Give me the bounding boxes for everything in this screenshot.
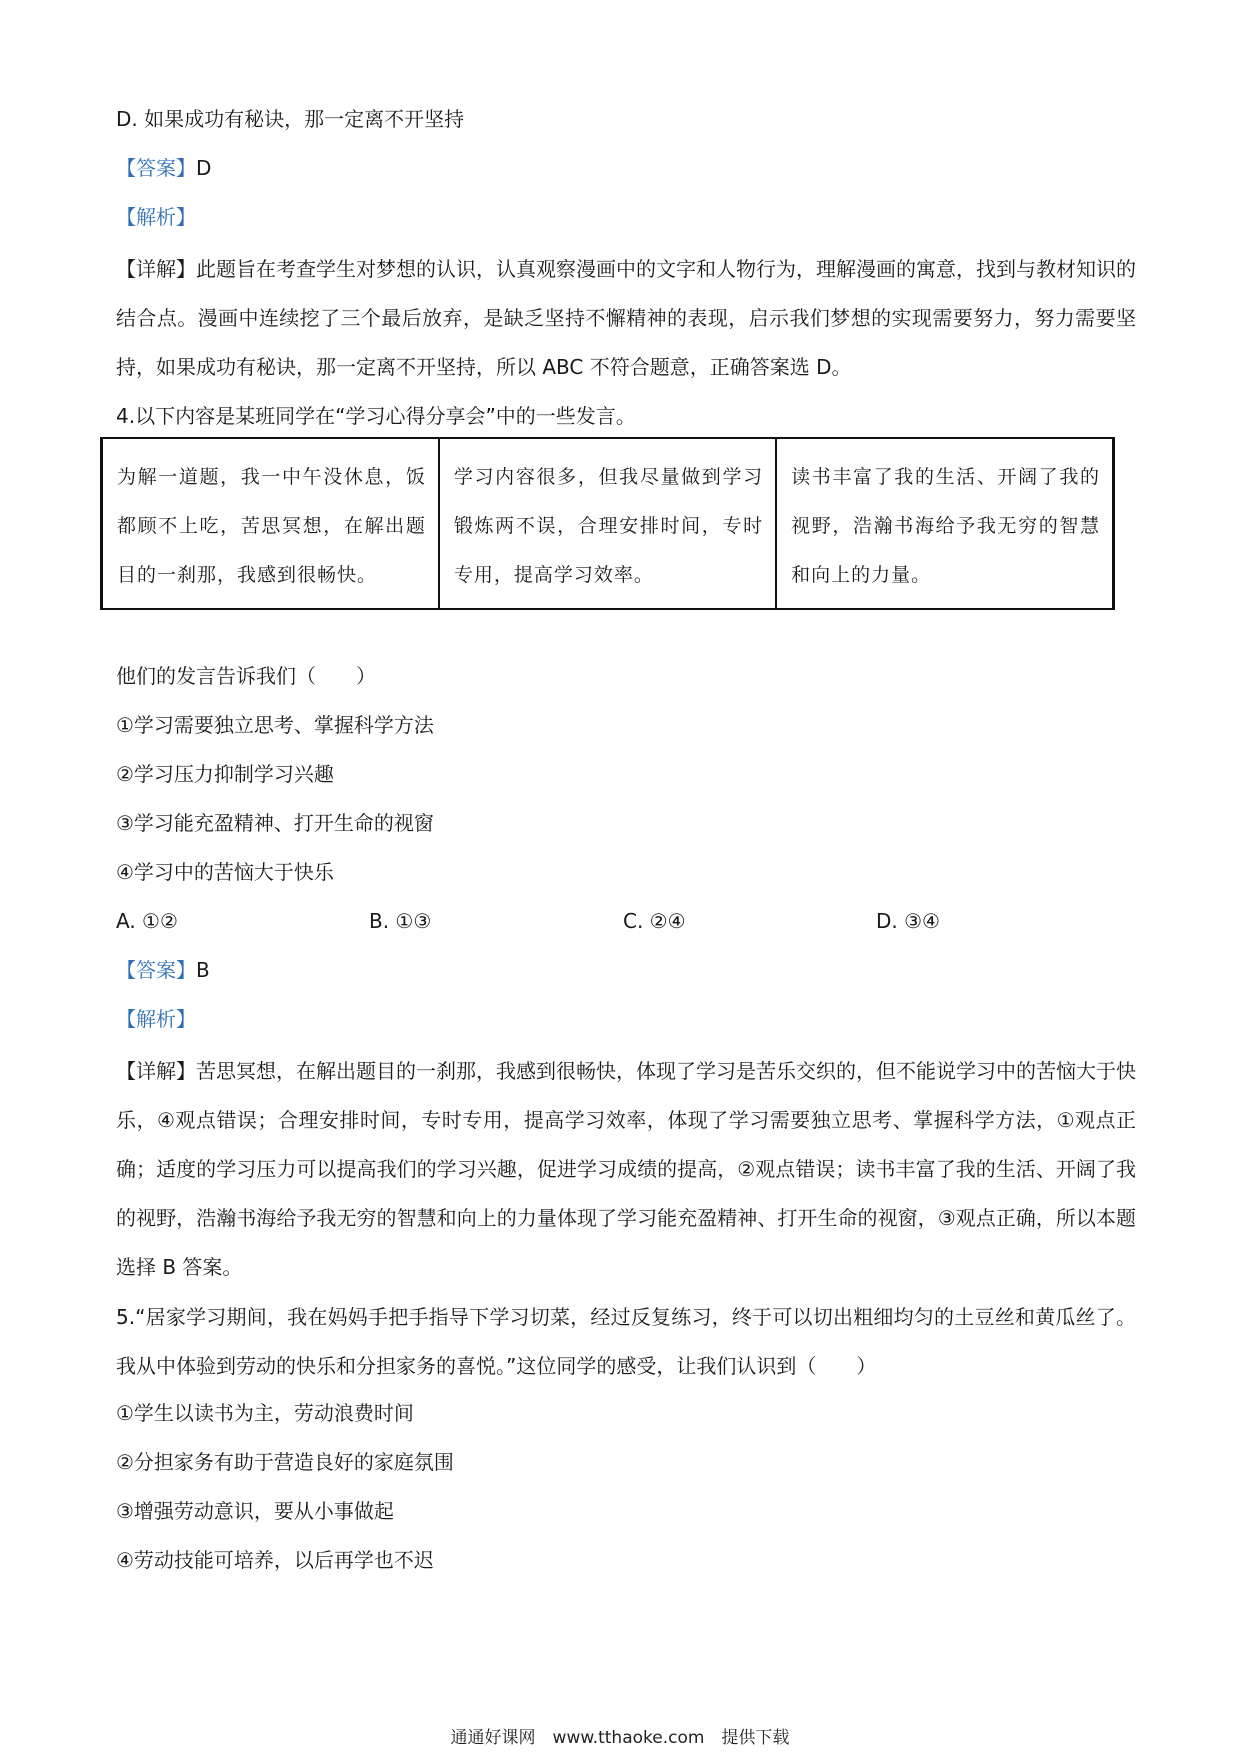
answer-tag: 【答案】: [116, 156, 196, 180]
q5-statement-1: ①学生以读书为主，劳动浪费时间: [116, 1401, 414, 1425]
detail-tag: 【详解】: [116, 1059, 196, 1083]
answer-tag: 【答案】: [116, 958, 196, 982]
quote-cell-3: 读书丰富了我的生活、开阔了我的视野，浩瀚书海给予我无穷的智慧和向上的力量。: [776, 438, 1113, 609]
q3-answer: [116, 153, 1136, 183]
analysis-tag: 【解析】: [116, 205, 196, 229]
q4-analysis-tag: [116, 1004, 1136, 1034]
answer-value: D: [196, 156, 212, 180]
option-a: A. ①②: [116, 909, 178, 933]
q3-detail: [116, 245, 1136, 392]
q4-answer: [116, 955, 1136, 985]
q4-options: [116, 906, 1136, 936]
q4-stem: 4.以下内容是某班同学在“学习心得分享会”中的一些发言。: [116, 404, 636, 428]
q5-statement-4: ④劳动技能可培养，以后再学也不迟: [116, 1548, 434, 1572]
q5-statement-3: ③增强劳动意识，要从小事做起: [116, 1499, 394, 1523]
analysis-tag: 【解析】: [116, 1007, 196, 1031]
q4-detail: [116, 1047, 1136, 1292]
q4-statement-2: ②学习压力抑制学习兴趣: [116, 762, 334, 786]
option-b: B. ①③: [369, 909, 432, 933]
q5-statement-2: ②分担家务有助于营造良好的家庭氛围: [116, 1450, 454, 1474]
quotes-table: [100, 437, 1115, 610]
quote-cell-2: 学习内容很多，但我尽量做到学习锻炼两不误，合理安排时间，专时专用，提高学习效率。: [439, 438, 776, 609]
q4-question: 他们的发言告诉我们（ ）: [116, 664, 376, 688]
q3-analysis-tag: [116, 202, 1136, 232]
q4-statement-3: ③学习能充盈精神、打开生命的视窗: [116, 811, 434, 835]
detail-text: 此题旨在考查学生对梦想的认识，认真观察漫画中的文字和人物行为，理解漫画的寓意，找到与教材知识的结合点。漫画中连续挖了三个最后放弃，是缺乏坚持不懈精神的表现，启示我们梦想的实现需要努力，努力需要坚持，如果成功有秘诀，那一定离不开坚持，所以 ABC 不符合题意，正确答案选 D。: [116, 257, 1136, 379]
q3-option-d: D. 如果成功有秘诀，那一定离不开坚持: [116, 107, 465, 131]
option-c: C. ②④: [623, 909, 686, 933]
q4-statement-4: ④学习中的苦恼大于快乐: [116, 860, 334, 884]
quote-cell-1: 为解一道题，我一中午没休息，饭都顾不上吃，苦思冥想，在解出题目的一刹那，我感到很畅快。: [102, 438, 439, 609]
detail-text: 苦思冥想，在解出题目的一刹那，我感到很畅快，体现了学习是苦乐交织的，但不能说学习中的苦恼大于快乐，④观点错误；合理安排时间，专时专用，提高学习效率，体现了学习需要独立思考、掌握科学方法，①观点正确；适度的学习压力可以提高我们的学习兴趣，促进学习成绩的提高，②观点错误；读书丰富了我的生活、开阔了我的视野，浩瀚书海给予我无穷的智慧和向上的力量体现了学习能充盈精神、打开生命的视窗，③观点正确，所以本题选择 B 答案。: [116, 1059, 1136, 1279]
answer-value: B: [196, 958, 210, 982]
q4-statement-1: ①学习需要独立思考、掌握科学方法: [116, 713, 434, 737]
detail-tag: 【详解】: [116, 257, 196, 281]
table-row: [102, 438, 1114, 609]
option-d: D. ③④: [876, 909, 940, 933]
page-footer: 通通好课网 www.tthaoke.com 提供下载: [450, 1728, 790, 1748]
q5-stem: 5.“居家学习期间，我在妈妈手把手指导下学习切菜，经过反复练习，终于可以切出粗细均匀的土豆丝和黄瓜丝了。我从中体验到劳动的快乐和分担家务的喜悦。”这位同学的感受，让我们认识到（ ）: [116, 1305, 1136, 1378]
